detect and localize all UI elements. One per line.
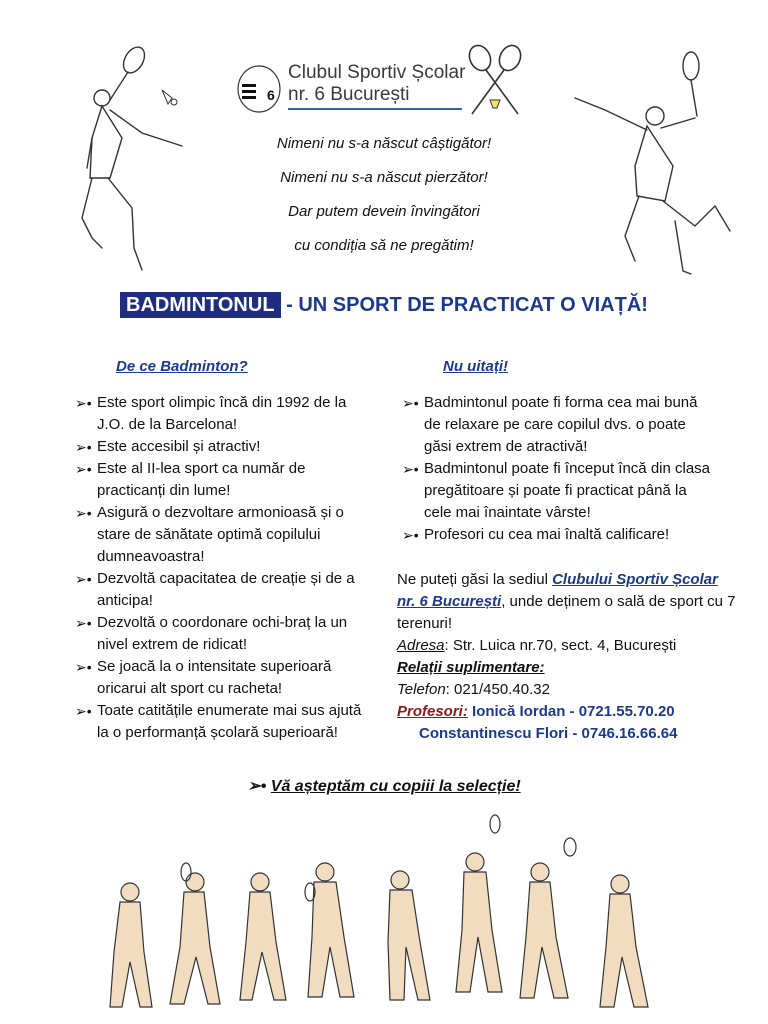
arrow-bullet-icon: ➢• <box>402 461 419 477</box>
list-item: ➢• Se joacă la o intensitate superioară oricarui alt sport cu racheta! <box>75 658 332 697</box>
list-item: ➢• Este al II-lea sport ca număr de practicanți din lume! <box>75 460 306 499</box>
player-figure-4 <box>308 863 354 997</box>
footer-text: Vă așteptăm cu copiii la selecție! <box>270 778 521 795</box>
crossed-rackets-icon <box>466 42 524 120</box>
arrow-bullet-icon: ➢• <box>75 505 92 521</box>
left-column-heading: De ce Badminton? <box>116 358 248 375</box>
logo-underline <box>288 108 462 110</box>
list-item: ➢• Badmintonul poate fi forma cea mai bună de relaxare pe care copilul dvs. o poate găsi extrem de atractivă! <box>402 394 698 455</box>
list-item: ➢• Este accesibil și atractiv! <box>75 436 375 458</box>
list-item: ➢• Este sport olimpic încă din 1992 de la J.O. de la Barcelona! <box>75 394 347 433</box>
arrow-bullet-icon: ➢• <box>402 527 419 543</box>
club-name-line1: Clubul Sportiv Școlar <box>288 62 466 83</box>
arrow-bullet-icon: ➢• <box>75 703 92 719</box>
arrow-bullet-icon: ➢• <box>75 461 92 477</box>
player-figure-7 <box>520 863 568 998</box>
arrow-bullet-icon: ➢• <box>75 439 92 455</box>
arrow-bullet-icon: ➢• <box>247 778 267 795</box>
arrow-bullet-icon: ➢• <box>75 571 92 587</box>
contact-intro: Ne puteți găsi la sediul Clubului Sportiv Școlar nr. 6 București, unde deținem o sală de sport cu 7 terenuri! <box>397 571 736 632</box>
contact-teacher-2: Constantinescu Flori - 0746.16.66.64 <box>419 725 678 742</box>
arrow-bullet-icon: ➢• <box>75 615 92 631</box>
left-benefits-list <box>75 392 375 744</box>
list-item: ➢• Dezvoltă o coordonare ochi-braț la un nivel extrem de ridicat! <box>75 614 348 653</box>
list-item: ➢• Toate catitățile enumerate mai sus ajută la o performanță școlară superioară! <box>75 702 362 741</box>
list-item: ➢• Dezvoltă capacitatea de creație și de a anticipa! <box>75 570 355 609</box>
page-title <box>0 294 768 317</box>
right-column-heading: Nu uitați! <box>443 358 508 375</box>
player-figure-5 <box>388 871 430 1000</box>
player-sequence-illustration <box>100 812 680 1012</box>
badge-number: 6 <box>267 87 275 103</box>
list-item: ➢• Badmintonul poate fi început încă din clasa pregătitoare și poate fi practicat până la cele mai înaintate vârste! <box>402 460 711 521</box>
list-item: ➢• Profesori cu cea mai înaltă calificare! <box>402 524 712 546</box>
club-name-line2: nr. 6 București <box>288 84 410 105</box>
arrow-bullet-icon: ➢• <box>402 395 419 411</box>
player-figure-2 <box>170 873 220 1004</box>
footer-call <box>0 776 768 796</box>
list-item: ➢• Asigură o dezvoltare armonioasă și o stare de sănătate optimă copilului dumneavoastra! <box>75 504 344 565</box>
contact-address: Adresa: Str. Luica nr.70, sect. 4, București <box>397 637 677 654</box>
contact-teachers: Profesori: Ionică Iordan - 0721.55.70.20 <box>397 703 675 720</box>
club-link[interactable]: Clubului Sportiv Școlar nr. 6 București <box>397 571 718 610</box>
relations-heading: Relații suplimentare: <box>397 659 545 676</box>
contact-phone: Telefon: 021/450.40.32 <box>397 681 550 698</box>
quote-line-4: cu condiția să ne pregătim! <box>294 237 474 254</box>
player-figure-1 <box>110 883 152 1007</box>
club-name <box>288 62 465 106</box>
title-rest: - UN SPORT DE PRACTICAT O VIAȚĂ! <box>280 294 648 316</box>
contact-block <box>397 569 737 745</box>
quote-line-3: Dar putem devein învingători <box>288 203 480 220</box>
club-logo <box>236 58 468 118</box>
quote-line-2: Nimeni nu s-a născut pierzător! <box>280 169 488 186</box>
title-highlight: BADMINTONUL <box>120 292 281 318</box>
club-badge-icon <box>236 64 282 114</box>
player-figure-6 <box>456 853 502 992</box>
arrow-bullet-icon: ➢• <box>75 395 92 411</box>
quote-line-1: Nimeni nu s-a născut câștigător! <box>276 135 492 152</box>
player-figure-8 <box>600 875 648 1007</box>
player-figure-3 <box>240 873 286 1000</box>
right-reminders-list <box>402 392 712 546</box>
arrow-bullet-icon: ➢• <box>75 659 92 675</box>
